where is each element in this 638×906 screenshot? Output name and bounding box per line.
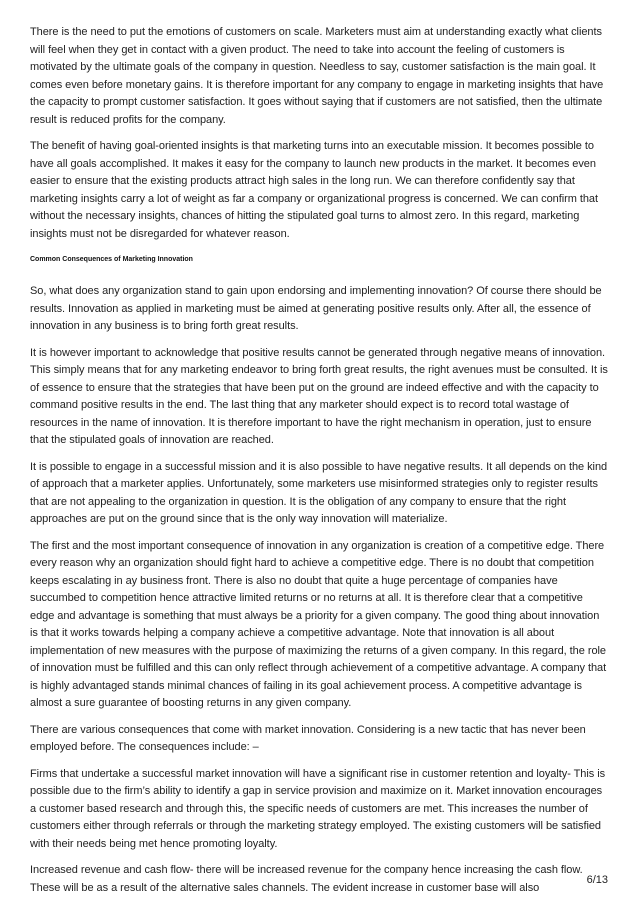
page-number: 6/13	[586, 874, 608, 886]
paragraph-goal-oriented-insights: The benefit of having goal-oriented insights is that marketing turns into an executable mission. It becomes possible to have all goals accomplished. It makes it easy for the company to launch new products in the market. It becomes even easier to ensure that the existing products attract high sales in the long run. We can therefore confidently say that marketing insights carry a lot of weight as far a company or organizational progress is concerned. We can confirm that without the necessary insights, chances of hitting the stipulated goal turns to almost zero. In this regard, marketing insights must not be disregarded for whatever reason.	[30, 140, 599, 240]
document-page	[30, 24, 610, 906]
paragraph-customer-emotions: There is the need to put the emotions of customers on scale. Marketers must aim at understanding exactly what clients will feel when they get in contact with a given product. The need to take into account the feeling of customers is motivated by the ultimate goals of the company in question. Needless to say, customer satisfaction is the main goal. It comes even before monetary gains. It is therefore important for any company to engage in marketing insights that have the capacity to prompt customer satisfaction. It goes without saying that if customers are not satisfied, then the ultimate result is reduced profits for the company.	[30, 26, 604, 126]
paragraph-customer-retention: Firms that undertake a successful market innovation will have a significant rise in customer retention and loyalty- This is possible due to the firm’s ability to identify a gap in service provision and maximize on it. Market innovation encourages a customer based research and through this, the specific needs of customers are met. This increases the number of customers either through referrals or through the marketing strategy employed. The existing customers will be satisfied with their needs being met hence promoting loyalty.	[30, 767, 606, 850]
paragraph-various-consequences: There are various consequences that come with market innovation. Considering is a new tactic that has never been employed before. The consequences include: –	[30, 723, 586, 753]
paragraph-successful-mission: It is possible to engage in a successful mission and it is also possible to have negative results. It all depends on the kind of approach that a marketer applies. Unfortunately, some marketers use misinformed strategies only to register results that are not appealing to the organization in question. It is the obligation of any company to ensure that the right approaches are put on the ground since that is the only way innovation will materialize.	[30, 460, 608, 525]
section-heading: Common Consequences of Marketing Innovation	[30, 256, 193, 263]
paragraph-organization-gain: So, what does any organization stand to gain upon endorsing and implementing innovation? Of course there should be results. Innovation as applied in marketing must be aimed at generating positive results only. After all, the essence of innovation in any business is to bring forth great results.	[30, 285, 602, 332]
paragraph-positive-results: It is however important to acknowledge that positive results cannot be generated through negative means of innovation. This simply means that for any marketing endeavor to bring forth great results, the right avenues must be consulted. It is of essence to ensure that the strategies that have been put on the ground are indeed effective and with the capacity to command positive results in the end. The last thing that any marketer should expect is to record total wastage of resources in the name of innovation. It is therefore important to have the right mechanism in operation, just to ensure that the stipulated goals of innovation are reached.	[30, 346, 608, 446]
paragraph-increased-revenue: Increased revenue and cash flow- there will be increased revenue for the company hence increasing the cash flow. These will be as a result of the alternative sales channels. The evident increase in customer base will also	[30, 864, 583, 894]
paragraph-competitive-edge: The first and the most important consequence of innovation in any organization is creation of a competitive edge. There every reason why an organization should fight hard to achieve a competitive edge. There is no doubt that competition keeps escalating in ay business front. There is also no doubt that quite a huge percentage of companies have succumbed to competition hence attractive limited returns or no returns at all. It is therefore clear that a competitive edge and advantage is something that must always be a priority for a given company. The good thing about innovation is that it works towards helping a company achieve a competitive advantage. Note that innovation is all about implementation of new measures with the purpose of maximizing the returns of a given company. In this regard, the role of innovation must be fulfilled and this can only reflect through achievement of a competitive advantage. A company that is highly advantaged stands minimal chances of failing in its goal achievement process. A competitive advantage is almost a sure guarantee of boosting returns in any given company.	[30, 539, 607, 709]
